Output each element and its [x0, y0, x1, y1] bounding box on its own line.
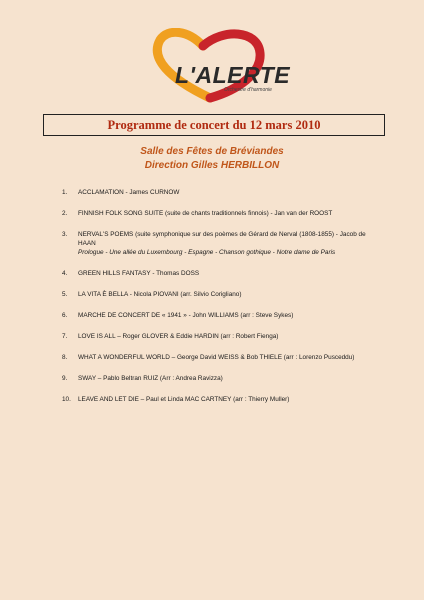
- program-item: [62, 395, 372, 404]
- item-number: 3.: [62, 231, 68, 238]
- title-box: [43, 114, 385, 136]
- program-item: [62, 188, 372, 197]
- item-number: 6.: [62, 312, 68, 319]
- program-item: [62, 209, 372, 218]
- item-number: 4.: [62, 270, 68, 277]
- direction-line: Direction Gilles HERBILLON: [144, 160, 280, 171]
- program-list: [62, 188, 372, 404]
- item-text: LEAVE AND LET DIE – Paul et Linda MAC CARTNEY (arr : Thierry Muller): [78, 396, 290, 403]
- item-subtitle: Prologue - Une allée du Luxembourg - Espagne - Chanson gothique - Notre dame de Paris: [78, 249, 336, 256]
- program-item: [62, 353, 372, 362]
- item-text: GREEN HILLS FANTASY - Thomas DOSS: [78, 270, 200, 277]
- item-text: ACCLAMATION - James CURNOW: [78, 189, 180, 196]
- item-number: 9.: [62, 375, 68, 382]
- program-item: [62, 332, 372, 341]
- item-text: FINNISH FOLK SONG SUITE (suite de chants traditionnels finnois) - Jan van der ROOST: [78, 210, 333, 217]
- item-text: MARCHE DE CONCERT DE « 1941 » - John WILLIAMS (arr : Steve Sykes): [78, 312, 294, 319]
- item-number: 5.: [62, 291, 68, 298]
- program-item: [62, 269, 372, 278]
- program-item: [62, 230, 372, 257]
- item-number: 8.: [62, 354, 68, 361]
- item-text: WHAT A WONDERFUL WORLD – George David WEISS & Bob THIELE (arr : Lorenzo Pusceddu): [78, 354, 355, 361]
- program-item: [62, 290, 372, 299]
- program-item: [62, 374, 372, 383]
- item-text: NERVAL'S POEMS (suite symphonique sur des poèmes de Gérard de Nerval (1808-1855) - Jacob de HAAN: [78, 231, 366, 247]
- logo-subtitle: Orchestre d'harmonie: [224, 87, 272, 93]
- item-text: LOVE IS ALL – Roger GLOVER & Eddie HARDIN (arr : Robert Fienga): [78, 333, 279, 340]
- item-number: 2.: [62, 210, 68, 217]
- item-text: LA VITA È BELLA - Nicola PIOVANI (arr. Silvio Corigliano): [78, 291, 242, 298]
- page-title: Programme de concert du 12 mars 2010: [107, 117, 321, 132]
- program-item: [62, 311, 372, 320]
- item-text: SWAY – Pablo Beltran RUIZ (Arr : Andrea Ravizza): [78, 375, 223, 382]
- item-number: 7.: [62, 333, 68, 340]
- logo-wordmark: L'ALERTE: [175, 62, 291, 88]
- item-number: 1.: [62, 189, 68, 196]
- venue-line: Salle des Fêtes de Bréviandes: [140, 146, 284, 157]
- item-number: 10.: [62, 396, 71, 403]
